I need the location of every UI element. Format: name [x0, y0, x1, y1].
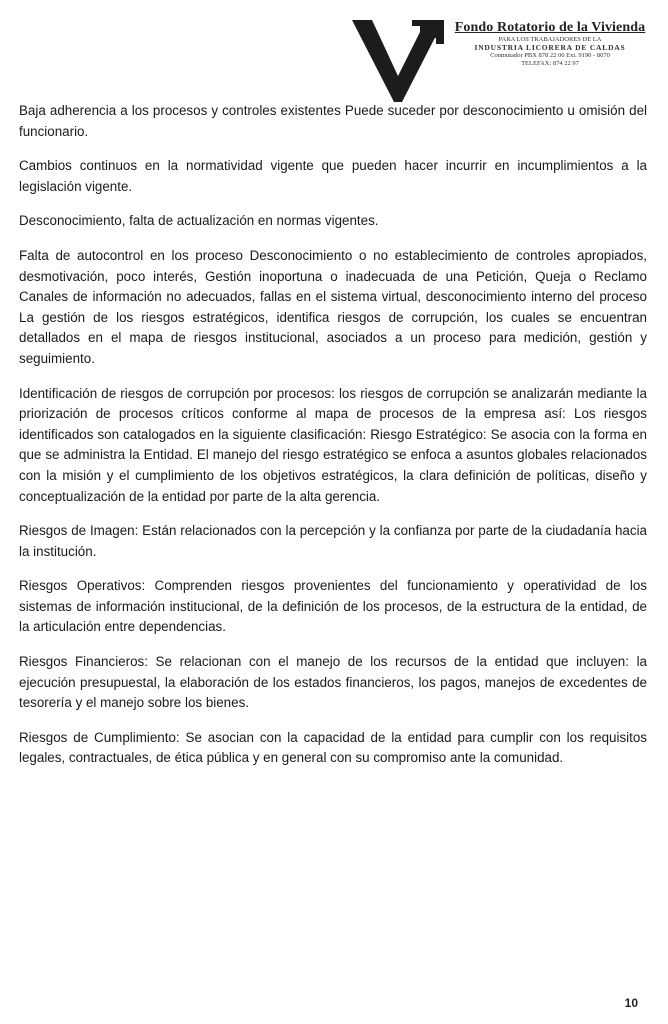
paragraph: Riesgos de Cumplimiento: Se asocian con la capacidad de la entidad para cumplir con los requisitos legales, contractuales, de ética pública y en general con su compromiso ante la comunidad.	[19, 729, 647, 766]
paragraph: Identificación de riesgos de corrupción por procesos: los riesgos de corrupción se analizarán mediante la priorización de procesos críticos conforme al mapa de procesos de la empresa así: Los riesgos identificados son catalogados en la siguiente clasificación: Riesgo Estratégico: Se asocia con la forma en que se administra la Entidad. El manejo del riesgo estratégico se enfoca a asuntos globales relacionados con la misión y el cumplimiento de los objetivos estratégicos, la clara definición de políticas, diseño y conceptualización de la entidad por parte de la alta gerencia.	[19, 385, 647, 504]
paragraph: Riesgos de Imagen: Están relacionados con la percepción y la confianza por parte de la ciudadanía hacia la institución.	[19, 523, 647, 559]
document-body	[19, 101, 647, 783]
org-line-1: PARA LOS TRABAJADORES DE LA	[498, 36, 602, 43]
page-number: 10	[624, 996, 638, 1010]
org-name: Fondo Rotatorio de la Vivienda	[454, 20, 646, 35]
org-line-2: INDUSTRIA LICORERA DE CALDAS	[474, 43, 626, 52]
paragraph: Riesgos Financieros: Se relacionan con el manejo de los recursos de la entidad que incluyen: la ejecución presupuestal, la elaboración de los estados financieros, los pagos, manejos de excedentes de tesorería y el manejo sobre los bienes.	[19, 654, 647, 711]
org-line-4: TELEFAX: 874 22 97	[521, 60, 579, 67]
paragraph: Baja adherencia a los procesos y controles existentes Puede suceder por desconocimiento u omisión del funcionario.	[19, 103, 647, 139]
paragraph: Riesgos Operativos: Comprenden riesgos provenientes del funcionamiento y operatividad de los sistemas de información institucional, de la definición de los procesos, de la estructura de la entidad, de la articulación entre dependencias.	[19, 578, 647, 635]
letterhead	[352, 14, 652, 102]
paragraph: Cambios continuos en la normatividad vigente que pueden hacer incurrir en incumplimientos a la legislación vigente.	[19, 158, 647, 194]
fondo-rotatorio-logo-icon	[352, 14, 448, 102]
paragraph: Falta de autocontrol en los proceso Desconocimiento o no establecimiento de controles apropiados, desmotivación, poco interés, Gestión inoportuna o inadecuada de una Petición, Queja o Reclamo Canales de información no adecuados, fallas en el sistema virtual, desconocimiento interno del proceso La gestión de los riesgos estratégicos, identifica riesgos de corrupción, los cuales se encuentran detallados en el mapa de riesgos institucional, asociados a un proceso para medición, gestión y seguimiento.	[19, 247, 647, 366]
paragraph: Desconocimiento, falta de actualización en normas vigentes.	[19, 213, 379, 229]
letterhead-text	[448, 20, 652, 68]
org-line-3: Conmutador PBX 878 22 00 Ext. 9190 - 8070	[490, 52, 610, 59]
